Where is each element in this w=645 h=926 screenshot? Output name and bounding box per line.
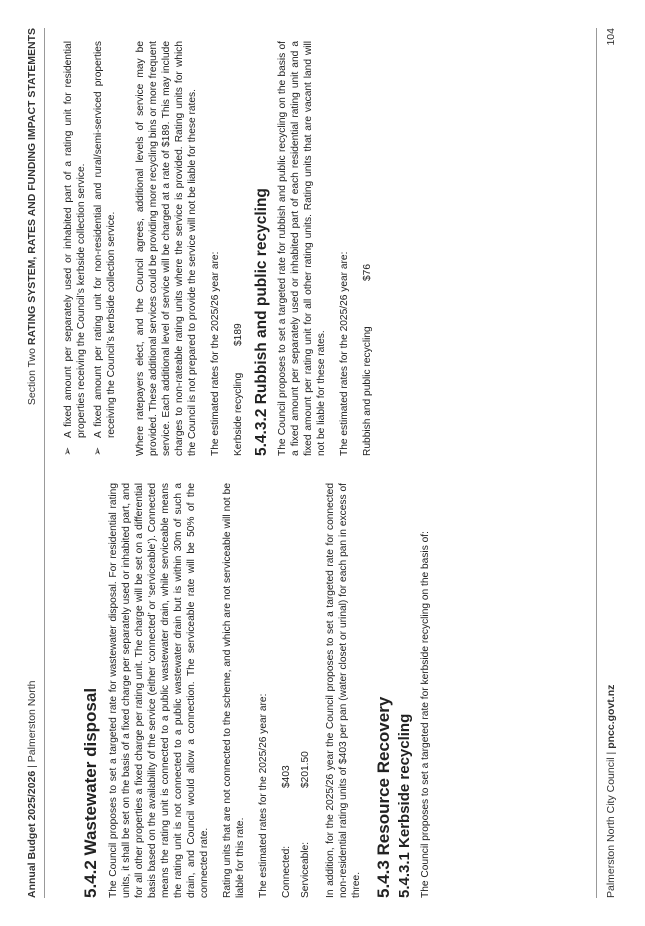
section-label: Section Two [26,345,38,406]
paragraph: The estimated rates for the 2025/26 year are: [210,251,221,456]
paragraph: Rating units that are not connected to the scheme, and which are not serviceable will not be liable for this rate. [222,483,246,898]
footer-rule [596,28,597,898]
header-left [26,681,38,898]
bullet-text: A fixed amount per separately used or inhabited part of a rating unit for residential properties receiving the Council’s kerbside collection service. [63,41,87,438]
heading-resource-recovery: 5.4.3 Resource Recovery [374,696,393,898]
arrow-bullet-icon: ➢ [62,446,74,456]
paragraph: The Council proposes to set a targeted rate for wastewater disposal. For residential rating units, it shall be set on the basis of a fixed charge per separately used or inhabited part, and for all other properties a fixed charge per rating unit. The charge will be set on a differential basis based on the availability of the service (either ‘connected’ or ‘serviceable’). Connected means the rating unit is connected to a public wastewater drain, while serviceable means the rating unit is not connected to a public wastewater drain but is within 30m of such a drain, and Council would allow a connection. The serviceable rate will be 50% of the connected rate. [108,483,210,898]
rate-value: $189 [233,323,244,346]
rate-value: $403 [281,765,292,788]
heading-kerbside: 5.4.3.1 Kerbside recycling [396,713,413,898]
rate-label: Serviceable: [300,841,311,898]
section-title: RATING SYSTEM, RATES AND FUNDING IMPACT STATEMENTS [26,28,38,346]
rate-value: $76 [362,264,373,281]
page-footer [605,28,617,898]
header-rule [44,28,45,898]
header-right [26,28,38,405]
paragraph: The Council proposes to set a targeted rate for rubbish and public recycling on the basis of a fixed amount per separately used or inhabited part of each residential rating unit and a fixed amount per rating unit for all other rating units. Rating units that are vacant land will not be liable for these rates. [277,41,327,456]
rate-row [232,41,245,456]
footer-separator: | [605,748,617,758]
council-name: Palmerston North City Council [605,757,617,898]
rate-value: $201.50 [300,751,311,788]
bullet-text: A fixed amount per rating unit for non-residential and rural/semi-serviced properties receiving the Council’s kerbside collection service. [93,41,117,438]
rate-label: Kerbside recycling [233,372,244,456]
paragraph: The Council proposes to set a targeted rate for kerbside recycling on the basis of: [420,531,431,898]
bullet-item [92,41,118,456]
paragraph: In addition, for the 2025/26 year the Council proposes to set a targeted rate for connected non-residential rating units of $403 per pan (water closet or urinal) for each pan in excess of three. [325,483,362,898]
right-column [62,41,380,456]
page-number: 104 [605,28,617,46]
website: pncc.govt.nz [605,684,617,749]
left-column [62,483,442,898]
header-separator: | [26,762,38,771]
paragraph: The estimated rates for the 2025/26 year are: [258,693,269,898]
paragraph: Where ratepayers elect, and the Council agrees, additional levels of service may be provided. These additional services could be providing more recycling bins or more frequent service. Each additional level of service will be charged at a rate of $189. This may include charges to non-rateable rating units where the service is provided. Rating units for which the Council is not prepared to provide the service will not be liable for these rates. [135,41,198,456]
rate-row [361,41,374,456]
bullet-item [62,41,88,456]
rate-label: Rubbish and public recycling [362,326,373,456]
rate-label: Connected: [281,845,292,898]
arrow-bullet-icon: ➢ [92,446,104,456]
footer-left [605,685,617,898]
budget-title: Annual Budget 2025/2026 [26,770,38,898]
rate-row [299,483,312,898]
wastewater-rates [280,483,312,898]
heading-rubbish: 5.4.3.2 Rubbish and public recycling [253,188,270,456]
header-city: Palmerston North [26,680,38,763]
heading-wastewater: 5.4.2 Wastewater disposal [81,687,100,898]
rate-row [280,483,293,898]
paragraph: The estimated rates for the 2025/26 year are: [339,251,350,456]
